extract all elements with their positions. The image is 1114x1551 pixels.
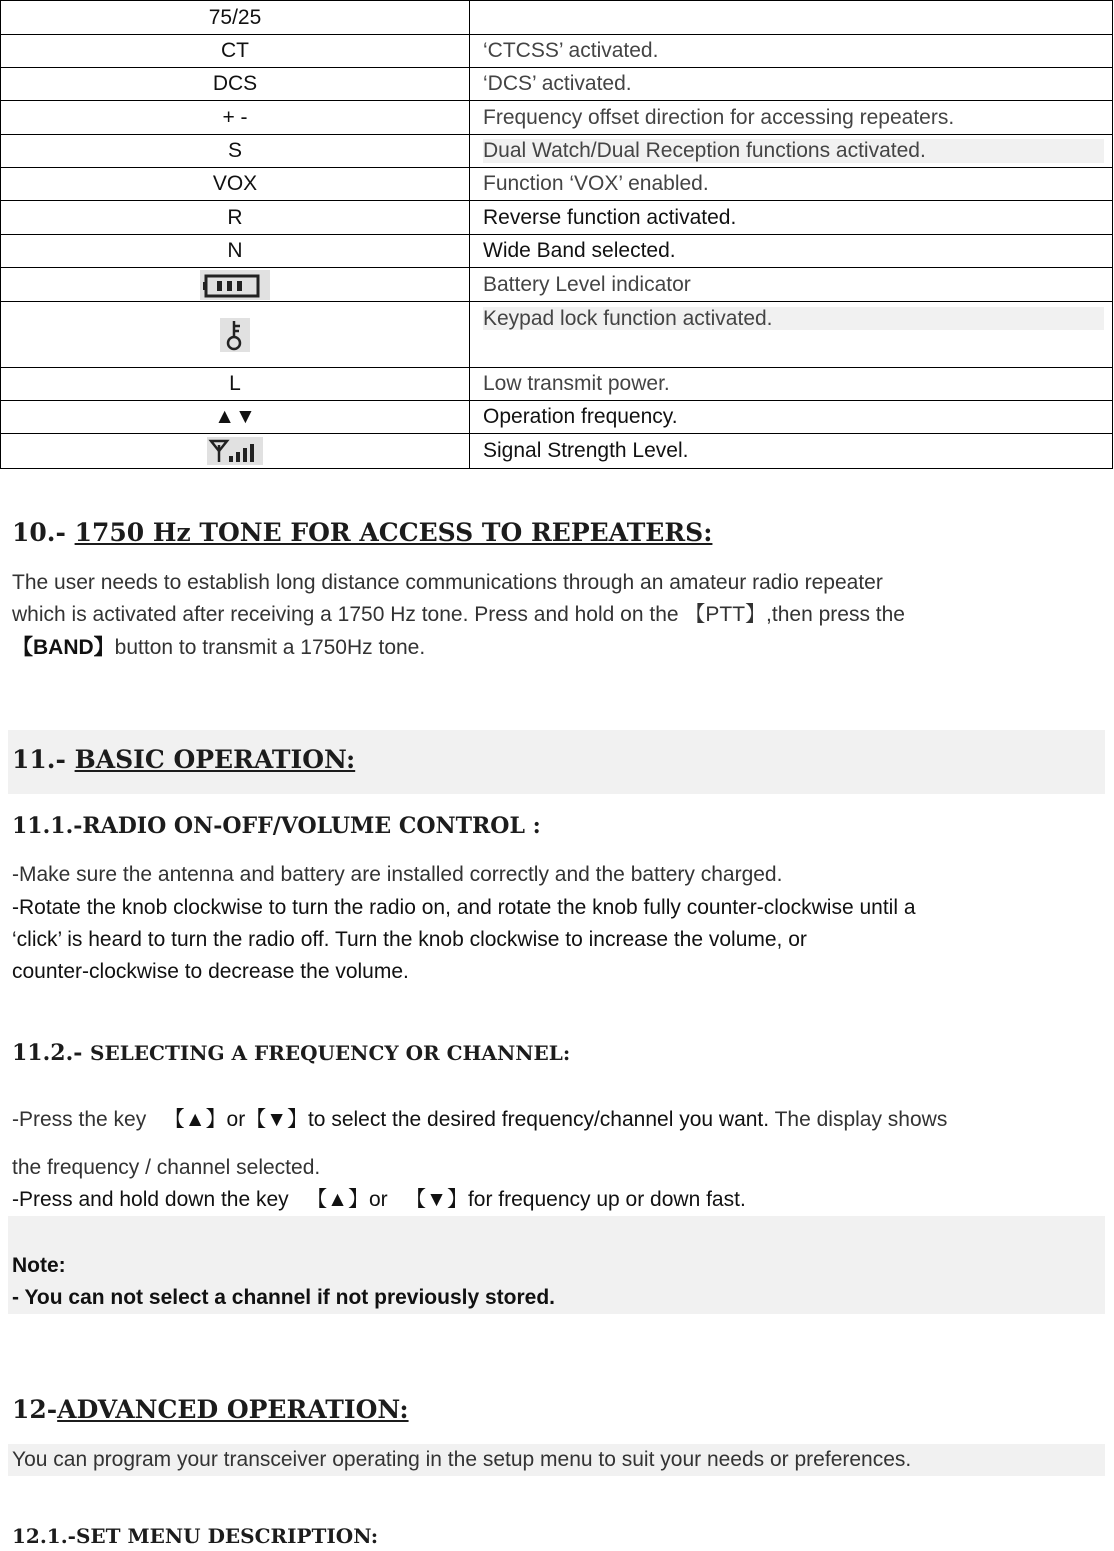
table-row xyxy=(1,434,1113,469)
symbol-cell xyxy=(1,302,470,368)
description-cell: Operation frequency. xyxy=(470,401,1113,434)
para-text-keys: 【▲】or【▼】to select the desired frequency/channel you want. xyxy=(163,1108,770,1131)
section-title: ADVANCED OPERATION: xyxy=(57,1395,409,1424)
subsection-11-1-para-1: -Make sure the antenna and battery are installed correctly and the battery charged. xyxy=(12,863,783,886)
battery-icon xyxy=(200,270,270,300)
note-text xyxy=(12,1281,1102,1314)
table-row xyxy=(1,35,1113,68)
table-row xyxy=(1,235,1113,268)
section-title: BASIC OPERATION: xyxy=(74,745,356,774)
symbol-cell: VOX xyxy=(1,168,470,201)
symbol-cell xyxy=(1,268,470,302)
subsection-11-2-heading xyxy=(12,1040,570,1066)
symbol-cell: 75/25 xyxy=(1,1,470,35)
band-key-label: 【BAND】 xyxy=(12,636,115,659)
section-10-line-3-text: button to transmit a 1750Hz tone. xyxy=(114,636,426,659)
subsection-11-2-para-1-line-2: the frequency / channel selected. xyxy=(12,1156,321,1179)
description-cell: Function ‘VOX’ enabled. xyxy=(470,168,1113,201)
symbol-cell: L xyxy=(1,368,470,401)
section-10-line-2: which is activated after receiving a 1750 Hz tone. Press and hold on the 【PTT】,then press the xyxy=(12,603,905,626)
table-row xyxy=(1,101,1113,135)
subsection-12-1-heading: 12.1.-SET MENU DESCRIPTION: xyxy=(12,1524,379,1548)
section-number: 11.- xyxy=(12,745,66,774)
table-row xyxy=(1,68,1113,101)
section-10-line-3 xyxy=(12,631,1102,664)
subsection-11-1-para-2-line-2: ‘click’ is heard to turn the radio off. Turn the knob clockwise to increase the volume, or xyxy=(12,928,807,951)
table-row xyxy=(1,135,1113,168)
subsection-11-2-para-2 xyxy=(12,1183,1102,1216)
para-text: -Press the key xyxy=(12,1108,147,1131)
section-title: 1750 Hz TONE FOR ACCESS TO REPEATERS: xyxy=(74,518,713,547)
indicator-table xyxy=(0,0,1113,469)
description-cell: Signal Strength Level. xyxy=(470,434,1113,469)
description-cell: ‘DCS’ activated. xyxy=(470,68,1113,101)
section-11-heading xyxy=(12,745,355,774)
section-12-para: You can program your transceiver operating in the setup menu to suit your needs or preferences. xyxy=(12,1448,912,1471)
subsection-11-1-para-2-line-1: -Rotate the knob clockwise to turn the radio on, and rotate the knob fully counter-clockwise until a xyxy=(12,896,916,919)
description-cell xyxy=(470,302,1113,368)
subsection-11-1-heading: 11.1.-RADIO ON-OFF/VOLUME CONTROL : xyxy=(12,813,541,839)
table-row xyxy=(1,268,1113,302)
section-12-heading xyxy=(12,1395,409,1424)
description-text: Dual Watch/Dual Reception functions activated. xyxy=(483,139,1104,162)
section-10-line-1: The user needs to establish long distance communications through an amateur radio repeater xyxy=(12,571,883,594)
symbol-cell: + - xyxy=(1,101,470,135)
symbol-cell: N xyxy=(1,235,470,268)
signal-strength-icon xyxy=(207,437,263,465)
section-number: 12- xyxy=(12,1395,58,1424)
section-10-heading xyxy=(12,518,712,547)
subsection-title: SELECTING A FREQUENCY OR CHANNEL: xyxy=(90,1041,571,1065)
description-text: Keypad lock function activated. xyxy=(483,307,1104,330)
table-row xyxy=(1,368,1113,401)
description-cell: ‘CTCSS’ activated. xyxy=(470,35,1113,68)
para-text-keys: 【▼】for frequency up or down fast. xyxy=(405,1188,746,1211)
table-row xyxy=(1,168,1113,201)
symbol-cell: S xyxy=(1,135,470,168)
description-cell: Frequency offset direction for accessing repeaters. xyxy=(470,101,1113,135)
description-cell: Low transmit power. xyxy=(470,368,1113,401)
para-text: -Press and hold down the key xyxy=(12,1188,289,1211)
subsection-11-1-para-2-line-3: counter-clockwise to decrease the volume. xyxy=(12,960,409,983)
table-row xyxy=(1,1,1113,35)
note-label-text: Note: xyxy=(12,1254,66,1277)
description-cell: Battery Level indicator xyxy=(470,268,1113,302)
symbol-cell: ▲▼ xyxy=(1,401,470,434)
table-row xyxy=(1,401,1113,434)
description-cell xyxy=(470,1,1113,35)
key-lock-icon xyxy=(220,318,250,352)
subsection-number: 11.2.- xyxy=(12,1040,83,1066)
table-row xyxy=(1,201,1113,235)
description-cell xyxy=(470,135,1113,168)
description-cell: Reverse function activated. xyxy=(470,201,1113,235)
symbol-cell: DCS xyxy=(1,68,470,101)
note-body-text: - You can not select a channel if not previously stored. xyxy=(12,1286,556,1309)
subsection-11-2-para-1 xyxy=(12,1103,1102,1136)
para-text: The display shows xyxy=(774,1108,948,1131)
description-cell: Wide Band selected. xyxy=(470,235,1113,268)
note-label xyxy=(12,1249,1102,1282)
para-text-keys: 【▲】or xyxy=(306,1188,388,1211)
table-row xyxy=(1,302,1113,368)
symbol-cell xyxy=(1,434,470,469)
symbol-cell: R xyxy=(1,201,470,235)
symbol-cell: CT xyxy=(1,35,470,68)
section-number: 10.- xyxy=(12,518,66,547)
